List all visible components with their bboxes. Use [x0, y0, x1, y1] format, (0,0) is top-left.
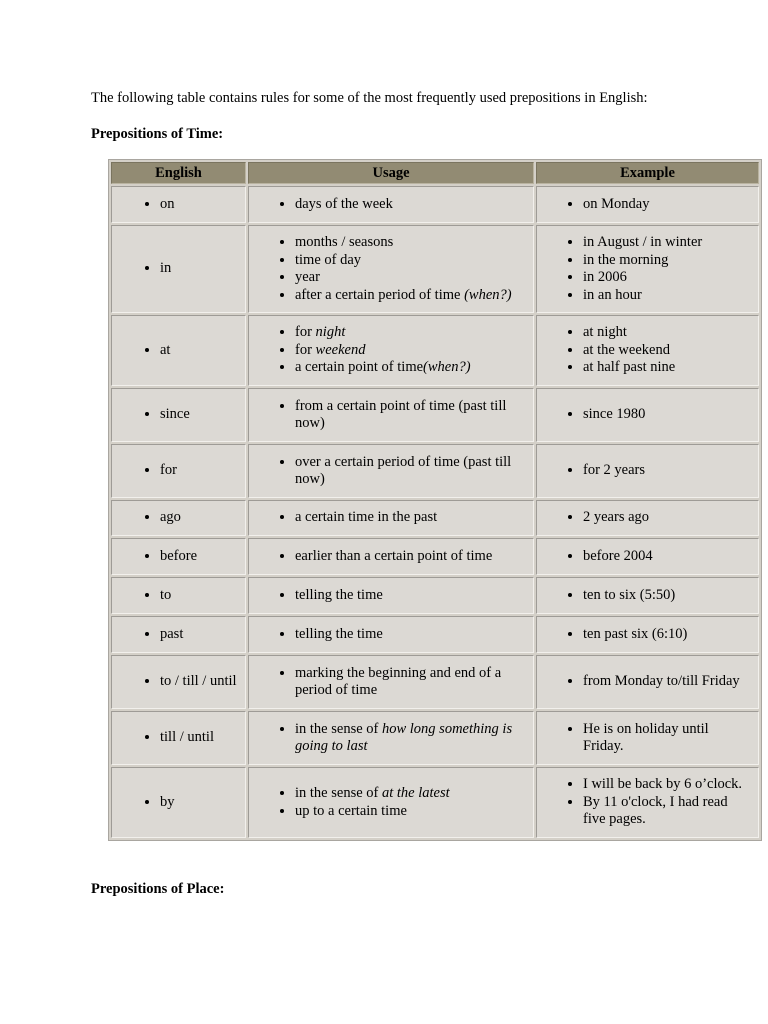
list-item [295, 785, 527, 803]
cell-usage [248, 655, 534, 709]
list-item [295, 454, 527, 489]
table-header-row [111, 162, 759, 184]
table-row [111, 225, 759, 313]
text: for [295, 324, 316, 341]
text: marking the beginning and end of a period of time [295, 664, 502, 698]
bullet-list [543, 626, 752, 644]
preposition: • by [160, 794, 239, 812]
table-row [111, 315, 759, 386]
list-item [583, 196, 752, 214]
list-item [583, 269, 752, 287]
bullet-list [255, 665, 527, 700]
list-item [295, 721, 527, 756]
bullet-list [118, 196, 239, 214]
list-item [295, 626, 527, 644]
table-row [111, 186, 759, 223]
table-row [111, 767, 759, 838]
text: for 2 years [583, 462, 646, 479]
list-item [583, 287, 752, 305]
bullet-list [543, 462, 752, 480]
cell-example [536, 388, 759, 442]
cell-usage [248, 225, 534, 313]
text: telling the time [295, 586, 383, 603]
table-row [111, 538, 759, 575]
list-item [583, 587, 752, 605]
cell-english [111, 225, 246, 313]
cell-english [111, 500, 246, 536]
text: earlier than a certain point of time [295, 547, 493, 564]
preposition: • on [160, 196, 239, 214]
cell-example [536, 616, 759, 653]
bullet-list [118, 626, 239, 644]
bullet-list [118, 342, 239, 360]
preposition: • before [160, 548, 239, 566]
list-item [295, 196, 527, 214]
bullet-list [118, 406, 239, 424]
text: for [295, 341, 316, 358]
text: up to a certain time [295, 802, 407, 819]
list-item [583, 234, 752, 252]
bullet-list [543, 196, 752, 214]
text: at night [583, 324, 627, 341]
text: telling the time [295, 625, 383, 642]
bullet-list [118, 587, 239, 605]
text: in August / in winter [583, 234, 703, 250]
cell-example [536, 444, 759, 498]
intro-text: The following table contains rules for some of the most frequently used prepositions in English: [91, 90, 648, 106]
cell-usage [248, 388, 534, 442]
text: in the sense of [295, 720, 382, 737]
cell-example [536, 538, 759, 575]
cell-example [536, 500, 759, 536]
preposition: • at [160, 342, 239, 360]
text: in the sense of [295, 785, 382, 801]
text: from a certain point of time (past till now) [295, 397, 507, 431]
text: time of day [295, 251, 362, 268]
list-item [583, 324, 752, 342]
preposition: • to [160, 587, 239, 605]
cell-english [111, 711, 246, 765]
bullet-list [255, 454, 527, 489]
list-item [295, 665, 527, 700]
list-item [583, 342, 752, 360]
cell-usage [248, 315, 534, 386]
text: on Monday [583, 195, 650, 212]
text: in 2006 [583, 269, 627, 285]
list-item [295, 398, 527, 433]
text: before 2004 [583, 547, 653, 564]
cell-usage [248, 711, 534, 765]
bullet-list [118, 462, 239, 480]
list-item [295, 548, 527, 566]
bullet-list [255, 234, 527, 304]
bullet-list [543, 587, 752, 605]
cell-example [536, 225, 759, 313]
cell-example [536, 186, 759, 223]
header-english: English [111, 162, 246, 184]
cell-english [111, 538, 246, 575]
bullet-list [255, 721, 527, 756]
bullet-list [255, 587, 527, 605]
list-item [583, 359, 752, 377]
bullet-list [255, 785, 527, 820]
list-item [295, 287, 527, 305]
bullet-list [543, 776, 752, 829]
cell-example [536, 577, 759, 614]
bullet-list [543, 721, 752, 756]
header-usage: Usage [248, 162, 534, 184]
bullet-list [118, 729, 239, 747]
text: at half past nine [583, 359, 676, 376]
text: in an hour [583, 286, 642, 303]
cell-english [111, 388, 246, 442]
cell-english [111, 444, 246, 498]
cell-example [536, 767, 759, 838]
list-item [295, 269, 527, 287]
bullet-list [255, 324, 527, 377]
preposition: • past [160, 626, 239, 644]
list-item [583, 406, 752, 424]
preposition: • in [160, 260, 239, 278]
text: months / seasons [295, 234, 394, 250]
bullet-list [255, 509, 527, 527]
list-item [295, 234, 527, 252]
cell-usage [248, 186, 534, 223]
text: days of the week [295, 195, 393, 212]
cell-english [111, 655, 246, 709]
bullet-list [255, 398, 527, 433]
list-item [295, 324, 527, 342]
bullet-list [543, 673, 752, 691]
bullet-list [543, 324, 752, 377]
bullet-list [255, 196, 527, 214]
italic-text: (when?) [423, 359, 471, 376]
italic-text: how long something is going to last [295, 720, 513, 754]
table-row [111, 655, 759, 709]
list-item [583, 252, 752, 270]
text: from Monday to/till Friday [583, 673, 740, 690]
cell-usage [248, 767, 534, 838]
table-row [111, 616, 759, 653]
list-item [583, 462, 752, 480]
cell-english [111, 616, 246, 653]
preposition: • ago [160, 509, 239, 527]
italic-text: weekend [315, 341, 366, 358]
cell-example [536, 655, 759, 709]
bullet-list [118, 794, 239, 812]
list-item [583, 776, 752, 794]
list-item [295, 342, 527, 360]
list-item [583, 721, 752, 756]
text: since 1980 [583, 406, 646, 423]
list-item [583, 509, 752, 527]
bullet-list [118, 548, 239, 566]
cell-usage [248, 616, 534, 653]
heading-prepositions-of-place: Prepositions of Place: [91, 881, 225, 897]
bullet-list [255, 548, 527, 566]
list-item [295, 587, 527, 605]
cell-usage [248, 538, 534, 575]
bullet-list [255, 626, 527, 644]
list-item [583, 673, 752, 691]
text: 2 years ago [583, 509, 650, 526]
header-example: Example [536, 162, 759, 184]
text: I will be back by 6 o’clock. [583, 776, 743, 793]
italic-text: (when?) [464, 286, 512, 303]
bullet-list [543, 548, 752, 566]
heading-prepositions-of-time: Prepositions of Time: [91, 126, 224, 142]
cell-english [111, 767, 246, 838]
preposition: • to / till / until [160, 673, 239, 691]
bullet-list [118, 260, 239, 278]
list-item [295, 252, 527, 270]
bullet-list [543, 509, 752, 527]
table-row [111, 444, 759, 498]
cell-english [111, 186, 246, 223]
text: year [295, 269, 320, 285]
table-row [111, 577, 759, 614]
table-row [111, 388, 759, 442]
italic-text: night [315, 324, 346, 341]
bullet-list [118, 673, 239, 691]
preposition: • till / until [160, 729, 239, 747]
list-item [295, 803, 527, 821]
bullet-list [543, 234, 752, 304]
bullet-list [543, 406, 752, 424]
text: a certain time in the past [295, 509, 438, 526]
cell-english [111, 315, 246, 386]
cell-example [536, 315, 759, 386]
text: ten past six (6:10) [583, 625, 688, 642]
text: He is on holiday until Friday. [583, 720, 709, 754]
preposition: • for [160, 462, 239, 480]
list-item [583, 794, 752, 829]
list-item [295, 359, 527, 377]
cell-usage [248, 577, 534, 614]
text: ten to six (5:50) [583, 586, 676, 603]
list-item [295, 509, 527, 527]
text: after a certain period of time [295, 286, 465, 303]
prepositions-table [108, 159, 762, 841]
text: at the weekend [583, 341, 670, 358]
bullet-list [118, 509, 239, 527]
cell-english [111, 577, 246, 614]
italic-text: at the latest [381, 785, 450, 801]
list-item [583, 548, 752, 566]
text: a certain point of time [295, 359, 424, 376]
table-row [111, 711, 759, 765]
preposition: • since [160, 406, 239, 424]
text: in the morning [583, 251, 669, 268]
text: over a certain period of time (past till now) [295, 453, 512, 487]
text: By 11 o'clock, I had read five pages. [583, 793, 728, 828]
cell-usage [248, 500, 534, 536]
cell-usage [248, 444, 534, 498]
list-item [583, 626, 752, 644]
cell-example [536, 711, 759, 765]
table-row [111, 500, 759, 536]
